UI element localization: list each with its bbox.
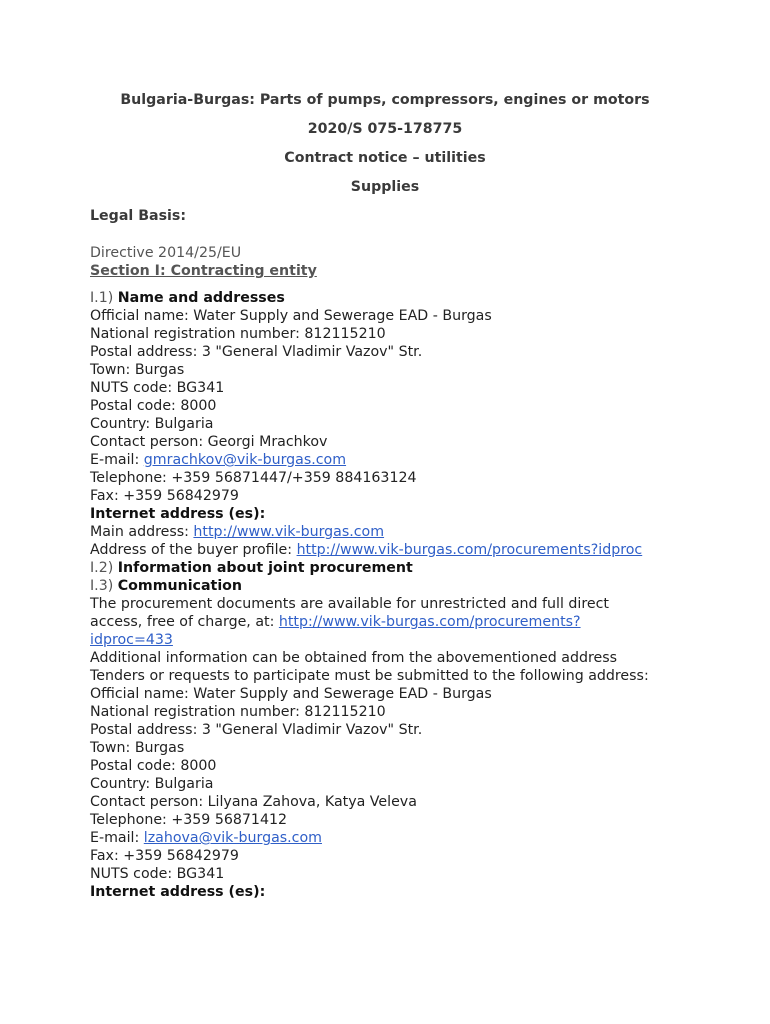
- town: Town: Burgas: [90, 740, 185, 756]
- registration-number: National registration number: 812115210: [90, 326, 386, 342]
- buyer-profile-link[interactable]: http://www.vik-burgas.com/procurements?idproc: [296, 542, 643, 558]
- postal-address: Postal address: 3 "General Vladimir Vazov" Str.: [90, 344, 423, 360]
- main-address-link[interactable]: http://www.vik-burgas.com: [193, 524, 385, 540]
- internet-address-heading: Internet address (es):: [90, 884, 266, 900]
- notice-type: Contract notice – utilities: [284, 150, 486, 166]
- tenders-submission: Tenders or requests to participate must be submitted to the following address:: [90, 668, 649, 684]
- main-address-row: [90, 523, 690, 541]
- subsection-number: I.3): [90, 578, 118, 594]
- notice-title: Bulgaria-Burgas: Parts of pumps, compressors, engines or motors: [120, 92, 650, 108]
- town: Town: Burgas: [90, 362, 185, 378]
- nuts-code: NUTS code: BG341: [90, 380, 225, 396]
- postal-code: Postal code: 8000: [90, 758, 217, 774]
- contact-person: Contact person: Georgi Mrachkov: [90, 434, 328, 450]
- email-row: [90, 451, 690, 469]
- section-title: Section I: Contracting entity: [90, 263, 317, 279]
- official-name: Official name: Water Supply and Sewerage EAD - Burgas: [90, 308, 492, 324]
- notice-reference: 2020/S 075-178775: [307, 121, 463, 137]
- subsection-number: I.1): [90, 290, 118, 306]
- country: Country: Bulgaria: [90, 776, 214, 792]
- buyer-profile-label: Address of the buyer profile:: [90, 542, 297, 558]
- subsection-title: Name and addresses: [117, 290, 285, 306]
- contract-type: Supplies: [350, 179, 420, 195]
- internet-address-heading: Internet address (es):: [90, 506, 266, 522]
- telephone: Telephone: +359 56871447/+359 884163124: [90, 470, 417, 486]
- telephone: Telephone: +359 56871412: [90, 812, 288, 828]
- fax: Fax: +359 56842979: [90, 488, 239, 504]
- notice-body: [90, 244, 690, 901]
- procurement-docs-link[interactable]: http://www.vik-burgas.com/procurements?idproc=433: [90, 614, 581, 648]
- main-address-label: Main address:: [90, 524, 194, 540]
- contact-person: Contact person: Lilyana Zahova, Katya Veleva: [90, 794, 417, 810]
- subsection-title: Communication: [117, 578, 243, 594]
- subsection-heading-i1: [90, 289, 690, 307]
- procurement-docs-text: [90, 595, 660, 649]
- subsection-number: I.2): [90, 560, 118, 576]
- fax: Fax: +359 56842979: [90, 848, 239, 864]
- email-link[interactable]: lzahova@vik-burgas.com: [143, 830, 322, 846]
- subsection-heading-i2: [90, 559, 690, 577]
- email-label: E-mail:: [90, 452, 144, 468]
- buyer-profile-row: [90, 541, 690, 559]
- subsection-title: Information about joint procurement: [117, 560, 413, 576]
- email-link[interactable]: gmrachkov@vik-burgas.com: [143, 452, 347, 468]
- postal-address: Postal address: 3 "General Vladimir Vazov" Str.: [90, 722, 423, 738]
- email-label: E-mail:: [90, 830, 144, 846]
- directive: Directive 2014/25/EU: [90, 245, 242, 261]
- nuts-code: NUTS code: BG341: [90, 866, 225, 882]
- registration-number: National registration number: 812115210: [90, 704, 386, 720]
- legal-basis-label: Legal Basis:: [90, 208, 187, 224]
- official-name: Official name: Water Supply and Sewerage EAD - Burgas: [90, 686, 492, 702]
- postal-code: Postal code: 8000: [90, 398, 217, 414]
- country: Country: Bulgaria: [90, 416, 214, 432]
- subsection-heading-i3: [90, 577, 690, 595]
- procurement-docs-label: The procurement documents are available for unrestricted and full direct access, free of charge, at:: [90, 596, 609, 630]
- email-row: [90, 829, 690, 847]
- additional-info: Additional information can be obtained from the abovementioned address: [90, 650, 618, 666]
